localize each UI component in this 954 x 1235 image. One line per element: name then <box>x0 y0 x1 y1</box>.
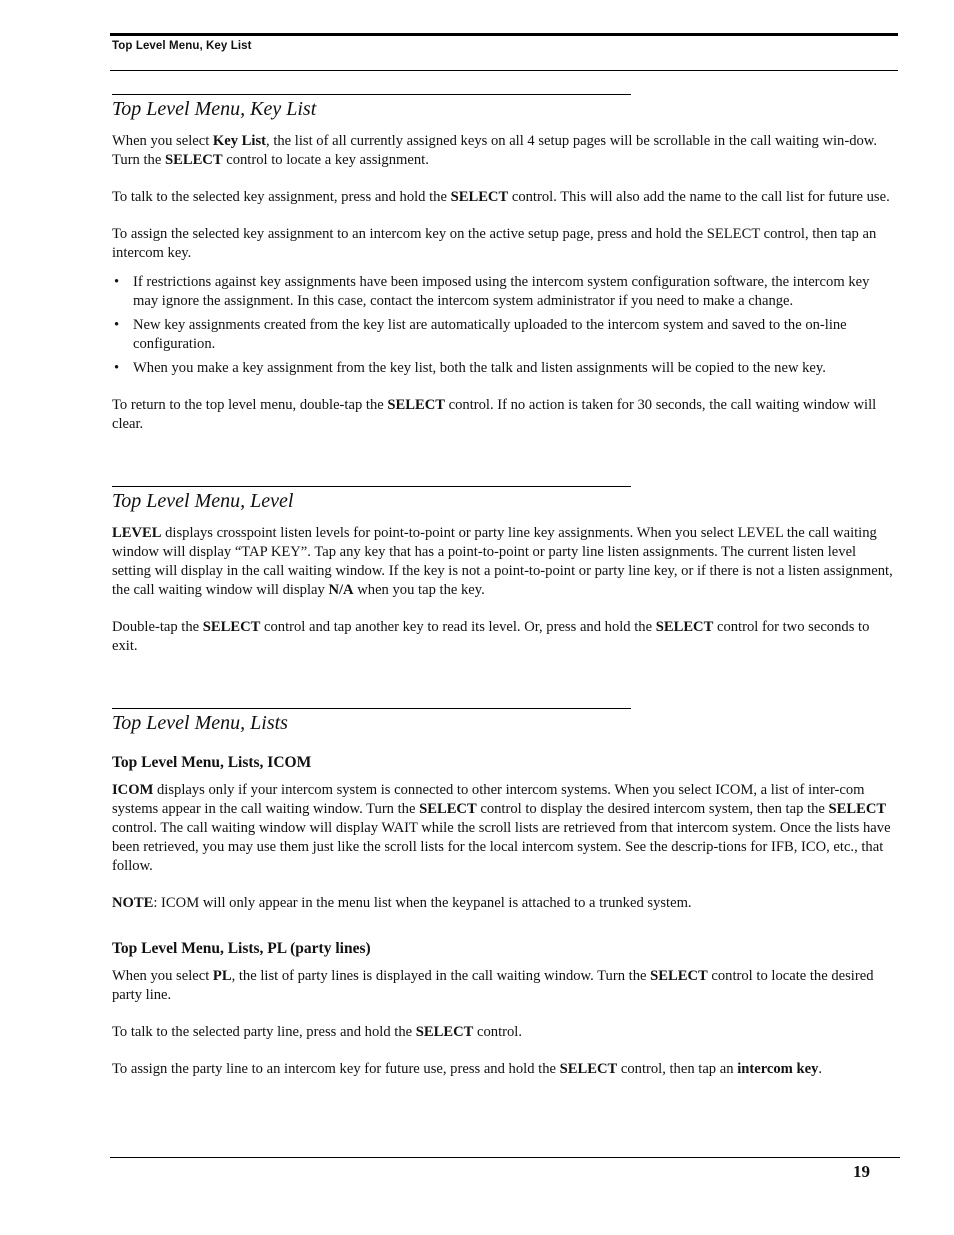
footer-rule <box>110 1157 900 1158</box>
bold-term: SELECT <box>655 619 714 635</box>
page-number: 19 <box>853 1162 870 1181</box>
bold-term: SELECT <box>450 189 509 205</box>
paragraph <box>112 1023 898 1042</box>
section-title-lists: Top Level Menu, Lists <box>112 712 288 734</box>
text-run: control, then tap an <box>617 1061 738 1077</box>
bold-term: PL <box>212 968 232 984</box>
text-run: when you tap the key. <box>353 582 485 598</box>
bullet-icon: • <box>114 317 120 333</box>
subsection-heading-icom: Top Level Menu, Lists, ICOM <box>112 754 312 771</box>
bold-term: ICOM <box>112 782 154 798</box>
text-run: , the list of party lines is displayed in the call waiting window. Turn the <box>231 968 651 984</box>
list-item <box>112 273 898 311</box>
list-item-text: New key assignments created from the key list are automatically uploaded to the intercom system and saved to the on-line configuration. <box>133 317 847 352</box>
header-rule-thin <box>110 70 898 71</box>
text-run: To talk to the selected party line, press and hold the <box>112 1024 416 1040</box>
text-run: control to locate the desired party line. <box>112 968 874 1003</box>
text-run: control and tap another key to read its level. Or, press and hold the <box>260 619 656 635</box>
bold-term: SELECT <box>415 1024 474 1040</box>
paragraph <box>112 781 898 876</box>
text-run: To talk to the selected key assignment, press and hold the <box>112 189 451 205</box>
paragraph: To assign the selected key assignment to an intercom key on the active setup page, press and hold the SELECT control, then tap an intercom key. <box>112 226 877 261</box>
text-run: control. <box>473 1024 522 1040</box>
paragraph <box>112 188 898 207</box>
section-spacer <box>112 452 898 486</box>
section-rule <box>112 708 631 709</box>
section-lists <box>112 708 898 1079</box>
section-title-key-list: Top Level Menu, Key List <box>112 98 317 120</box>
text-run: , the list of all currently assigned keys on all 4 setup pages will be scrollable in the call waiting win-dow. Turn the <box>112 133 878 168</box>
text-run: control for two seconds to exit. <box>112 619 870 654</box>
paragraph <box>112 524 898 600</box>
text-run: : ICOM will only appear in the menu list when the keypanel is attached to a trunked system. <box>153 895 692 911</box>
bold-term: SELECT <box>650 968 708 984</box>
section-rule <box>112 486 631 487</box>
subsection-heading-pl: Top Level Menu, Lists, PL (party lines) <box>112 940 371 957</box>
bold-term: Key List <box>212 133 267 149</box>
text-run: control to display the desired intercom system, then tap the <box>476 801 829 817</box>
text-run: Double-tap the <box>112 619 203 635</box>
bold-term: SELECT <box>202 619 261 635</box>
text-run: control. This will also add the name to the call list for future use. <box>508 189 890 205</box>
section-spacer <box>112 674 898 708</box>
text-run: control. The call waiting window will display WAIT while the scroll lists are retrieved from that intercom system. Once the lists have been retrieved, you may use them just like the scroll lists for the local intercom system. See the descrip-tions for IFB, ICO, etc., that follow. <box>112 820 891 874</box>
text-run: displays crosspoint listen levels for point-to-point or party line key assignments. When you select LEVEL the call waiting window will display “TAP KEY”. Tap any key that has a point-to-point or party line listen assignments. The current listen level setting will display in the call waiting window. If the key is not a point-to-point or party line key, or if there is not a listen assignment, the call waiting window will display <box>112 525 893 598</box>
bold-term: N/A <box>328 582 354 598</box>
page-content <box>112 94 898 1097</box>
bold-term: SELECT <box>559 1061 618 1077</box>
note-paragraph <box>112 894 898 913</box>
paragraph <box>112 618 898 656</box>
text-run: displays only if your intercom system is connected to other intercom systems. When you select ICOM, a list of inter-com systems appear in the call waiting window. Turn the <box>112 782 865 817</box>
text-run: When you select <box>112 968 213 984</box>
text-run: . <box>818 1061 823 1077</box>
bold-term: SELECT <box>387 397 445 413</box>
bold-term: SELECT <box>828 801 887 817</box>
section-level <box>112 486 898 656</box>
bold-term: SELECT <box>419 801 477 817</box>
bold-term: SELECT <box>164 152 223 168</box>
section-title-level: Top Level Menu, Level <box>112 490 294 512</box>
text-run: control to locate a key assignment. <box>222 152 429 168</box>
paragraph <box>112 1060 898 1079</box>
bold-term: intercom key <box>737 1061 819 1077</box>
list-item <box>112 359 898 378</box>
bold-term: LEVEL <box>112 525 162 541</box>
bullet-list <box>112 273 898 378</box>
paragraph <box>112 396 898 434</box>
text-run: When you select <box>112 133 213 149</box>
section-key-list <box>112 94 898 434</box>
note-label: NOTE <box>112 895 154 911</box>
list-item <box>112 316 898 354</box>
paragraph <box>112 132 898 170</box>
section-rule <box>112 94 631 95</box>
header-rule-thick <box>110 33 898 36</box>
bullet-icon: • <box>114 274 120 290</box>
text-run: control. If no action is taken for 30 seconds, the call waiting window will clear. <box>112 397 877 432</box>
list-item-text: If restrictions against key assignments have been imposed using the intercom system configuration software, the intercom key may ignore the assignment. In this case, contact the intercom system administrator if you need to make a change. <box>133 274 870 309</box>
paragraph <box>112 967 898 1005</box>
text-run: To return to the top level menu, double-tap the <box>112 397 388 413</box>
running-header: Top Level Menu, Key List <box>112 40 252 52</box>
bullet-icon: • <box>114 360 120 376</box>
text-run: To assign the party line to an intercom key for future use, press and hold the <box>112 1061 560 1077</box>
list-item-text: When you make a key assignment from the key list, both the talk and listen assignments will be copied to the new key. <box>133 360 826 376</box>
